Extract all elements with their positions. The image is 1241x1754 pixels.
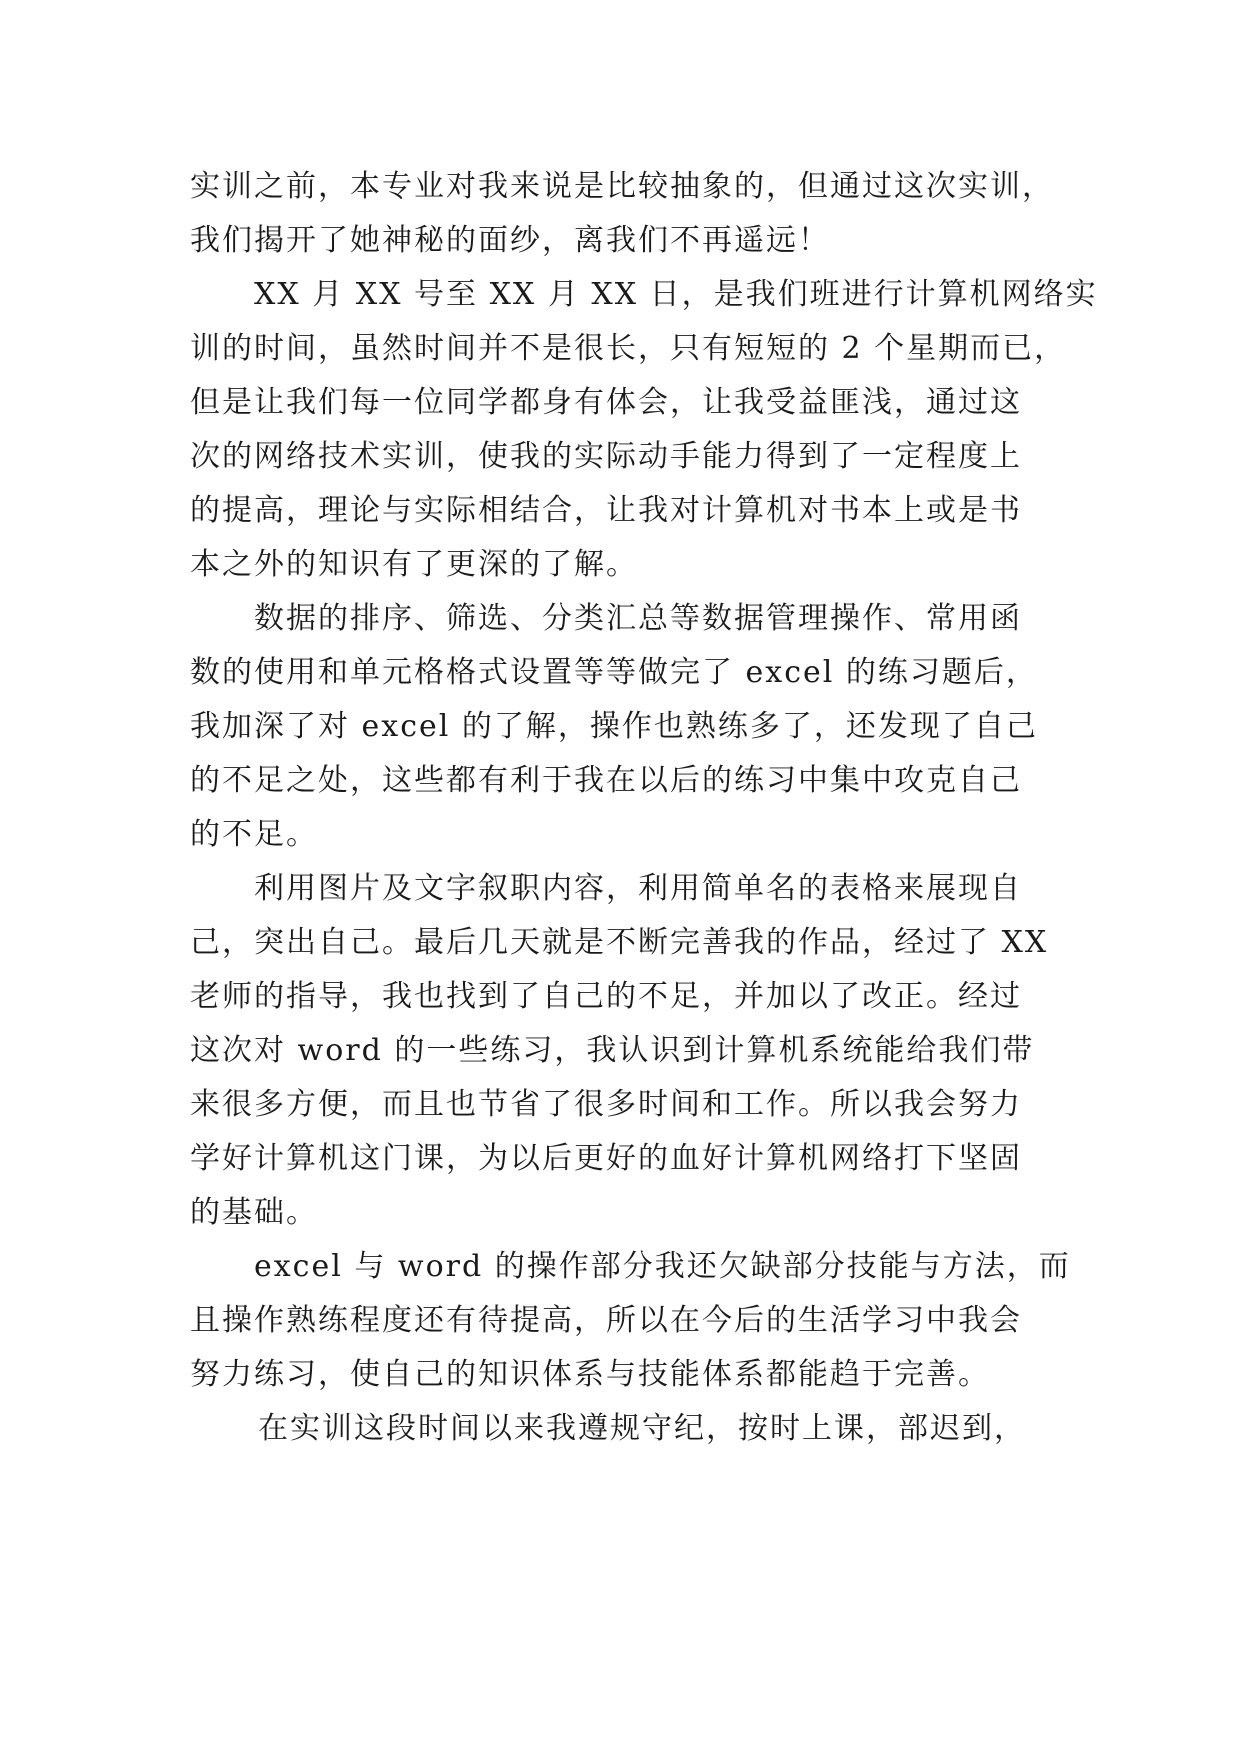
text-line: 老师的指导，我也找到了自己的不足，并加以了改正。经过 [190,979,1022,1014]
text-line: 的提高，理论与实际相结合，让我对计算机对书本上或是书 [190,493,1022,528]
text-line: 数的使用和单元格格式设置等等做完了 excel 的练习题后， [190,655,1038,690]
text-line: 且操作熟练程度还有待提高，所以在今后的生活学习中我会 [190,1303,1022,1338]
text-line: 己，突出自己。最后几天就是不断完善我的作品，经过了 XX [190,925,1049,960]
text-line: 这次对 word 的一些练习，我认识到计算机系统能给我们带 [190,1033,1035,1068]
text-line: 的不足之处，这些都有利于我在以后的练习中集中攻克自己 [190,763,1022,798]
text-line: 学好计算机这门课，为以后更好的血好计算机网络打下坚固 [190,1141,1022,1176]
text-line: 本之外的知识有了更深的了解。 [190,547,638,582]
text-line: 我们揭开了她神秘的面纱，离我们不再遥远！ [190,223,830,258]
paragraph-start-line: XX 月 XX 号至 XX 月 XX 日，是我们班进行计算机网络实 [254,277,1098,312]
text-line: 努力练习，使自己的知识体系与技能体系都能趋于完善。 [190,1357,990,1392]
text-line: 我加深了对 excel 的了解，操作也熟练多了，还发现了自己 [190,709,1038,744]
paragraph-start-line: 在实训这段时间以来我遵规守纪，按时上课，部迟到， [258,1411,1026,1446]
paragraph-start-line: 数据的排序、筛选、分类汇总等数据管理操作、常用函 [254,601,1022,636]
paragraph-start-line: excel 与 word 的操作部分我还欠缺部分技能与方法，而 [254,1249,1071,1284]
text-line: 的基础。 [190,1195,318,1230]
text-line: 次的网络技术实训，使我的实际动手能力得到了一定程度上 [190,439,1022,474]
text-line: 但是让我们每一位同学都身有体会，让我受益匪浅，通过这 [190,385,1022,420]
document-body [190,160,1098,1456]
text-line: 实训之前，本专业对我来说是比较抽象的，但通过这次实训， [190,169,1054,204]
text-line: 来很多方便，而且也节省了很多时间和工作。所以我会努力 [190,1087,1022,1122]
text-line: 训的时间，虽然时间并不是很长，只有短短的 2 个星期而已， [190,331,1067,366]
paragraph-start-line: 利用图片及文字叙职内容，利用简单名的表格来展现自 [254,871,1022,906]
text-line: 的不足。 [190,817,318,852]
